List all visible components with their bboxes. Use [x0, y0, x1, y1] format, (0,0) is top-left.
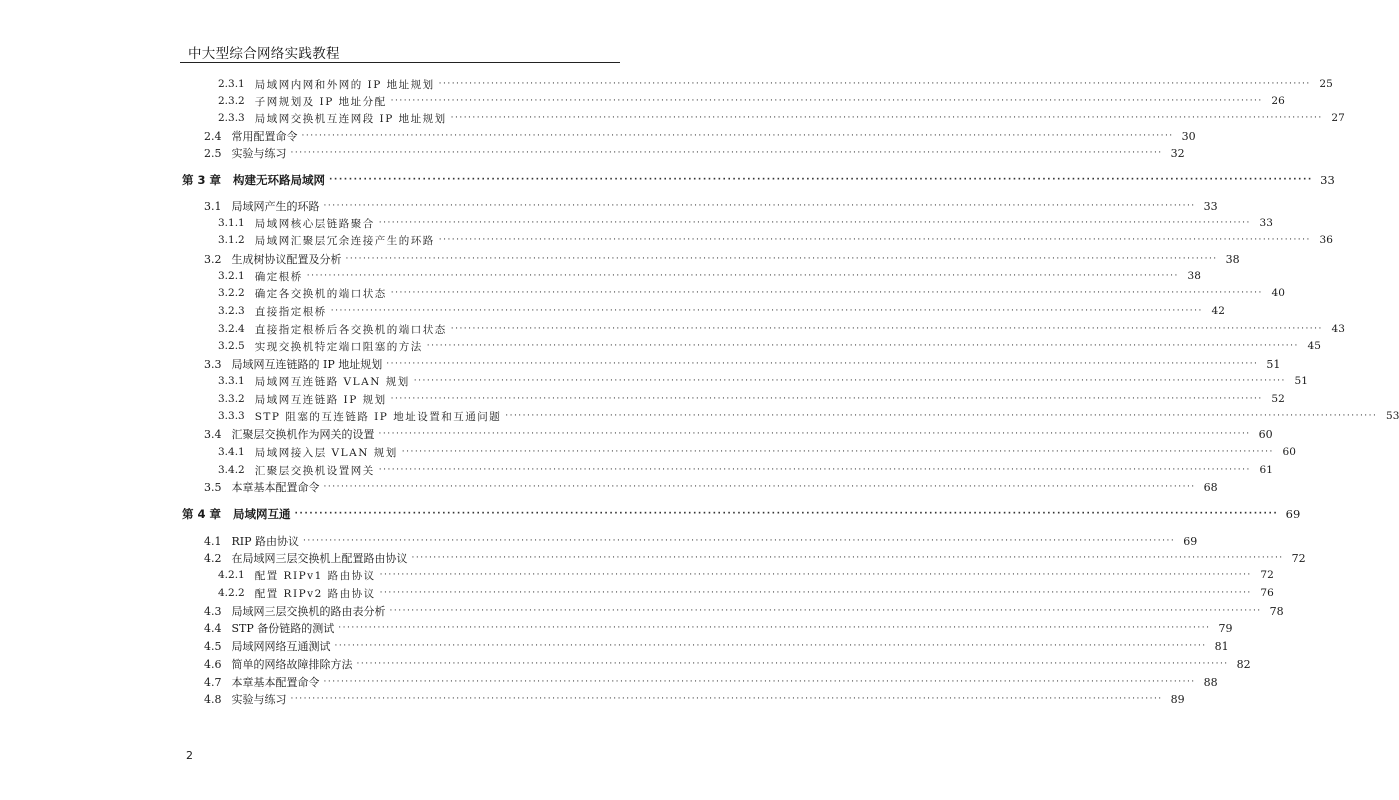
toc-entry[interactable] — [218, 321, 1345, 337]
toc-entry-number: 2.3.3 — [218, 112, 245, 124]
toc-entry-page: 60 — [1258, 427, 1273, 441]
toc-entry-title: 汇聚层交换机作为网关的设置 — [231, 428, 375, 441]
toc-entry-page: 72 — [1260, 569, 1274, 581]
toc-entry[interactable] — [204, 356, 1281, 372]
toc-entry[interactable] — [204, 620, 1233, 636]
toc-entry[interactable] — [218, 110, 1345, 126]
toc-entry-number: 3.4 — [204, 427, 222, 441]
toc-entry-number: 4.3 — [204, 604, 222, 618]
toc-entry-number: 4.2 — [204, 551, 222, 565]
toc-entry-title: 局域网网络互通测试 — [231, 640, 331, 653]
toc-entry-number: 3.1.1 — [218, 217, 245, 229]
toc-entry[interactable] — [204, 426, 1273, 442]
toc-entry-title: STP 备份链路的测试 — [231, 622, 335, 635]
toc-entry[interactable] — [204, 533, 1198, 549]
toc-entry-page: 78 — [1269, 604, 1284, 618]
toc-entry-title: 实验与练习 — [231, 693, 287, 706]
toc-entry-number: 3.3.2 — [218, 393, 245, 405]
dot-leader: ········································································································································································································ — [450, 113, 1323, 123]
dot-leader: ········································································································································································································ — [323, 677, 1196, 687]
dot-leader: ········································································································································································································ — [378, 465, 1251, 475]
toc-entry-title: 本章基本配置命令 — [231, 676, 320, 689]
toc-entry-title: 本章基本配置命令 — [231, 481, 320, 494]
dot-leader: ········································································································································································································ — [378, 429, 1251, 439]
dot-leader: ········································································································································································································ — [401, 447, 1274, 457]
toc-entry-number: 4.4 — [204, 621, 222, 635]
toc-entry[interactable] — [218, 391, 1285, 407]
toc-entry[interactable] — [218, 444, 1296, 460]
toc-entry-number: 2.5 — [204, 146, 222, 160]
toc-entry[interactable] — [218, 585, 1274, 601]
toc-entry-title: 局域网汇聚层冗余连接产生的环路 — [254, 234, 435, 247]
toc-entry-title: 局域网交换机互连网段 IP 地址规划 — [254, 112, 447, 125]
dot-leader: ········································································································································································································ — [301, 131, 1174, 141]
toc-entry-title: 确定各交换机的端口状态 — [254, 287, 387, 300]
toc-entry-page: 88 — [1203, 675, 1218, 689]
toc-entry-page: 40 — [1271, 287, 1285, 299]
toc-entry[interactable] — [218, 303, 1225, 319]
dot-leader: ········································································································································································································ — [323, 482, 1196, 492]
dot-leader: ········································································································································································································ — [505, 411, 1378, 421]
page-number: 2 — [186, 749, 193, 762]
toc-entry-title: 生成树协议配置及分析 — [231, 253, 342, 266]
toc-entry-page: 69 — [1285, 507, 1301, 521]
toc-entry[interactable] — [218, 373, 1308, 389]
toc-entry[interactable] — [204, 479, 1218, 495]
toc-entry[interactable] — [218, 462, 1273, 478]
dot-leader: ········································································································································································································ — [390, 394, 1263, 404]
dot-leader: ········································································································································································································ — [379, 588, 1252, 598]
toc-entry-number: 4.1 — [204, 534, 222, 548]
toc-entry-title: 直接指定根桥后各交换机的端口状态 — [254, 323, 447, 336]
toc-entry-number: 2.3.1 — [218, 78, 245, 90]
dot-leader: ········································································································································································································ — [323, 201, 1196, 211]
toc-entry-page: 45 — [1307, 340, 1321, 352]
toc-entry-page: 79 — [1218, 621, 1233, 635]
dot-leader: ········································································································································································································ — [290, 148, 1163, 158]
toc-entry[interactable] — [218, 567, 1274, 583]
toc-entry[interactable] — [218, 408, 1399, 424]
dot-leader: ········································································································································································································ — [379, 570, 1252, 580]
toc-entry-page: 26 — [1271, 95, 1285, 107]
toc-entry-title: 配置 RIPv1 路由协议 — [254, 569, 376, 582]
toc-entry[interactable] — [204, 251, 1240, 267]
toc-entry[interactable] — [182, 506, 1301, 522]
dot-leader: ········································································································································································································ — [390, 96, 1263, 106]
toc-entry-number: 3.4.2 — [218, 464, 245, 476]
toc-entry[interactable] — [182, 172, 1335, 188]
toc-entry-number: 3.2 — [204, 252, 222, 266]
toc-entry[interactable] — [204, 674, 1218, 690]
toc-entry-number: 4.2.1 — [218, 569, 245, 581]
toc-entry-page: 81 — [1214, 639, 1229, 653]
toc-entry-title: 局域网互通 — [233, 507, 291, 521]
toc-entry-number: 2.3.2 — [218, 95, 245, 107]
dot-leader: ········································································································································································································ — [330, 306, 1203, 316]
dot-leader: ········································································································································································································ — [426, 341, 1299, 351]
toc-entry-page: 51 — [1294, 375, 1308, 387]
dot-leader: ········································································································································································································ — [450, 324, 1323, 334]
toc-entry-number: 3.3.3 — [218, 410, 245, 422]
toc-entry-title: 局域网互连链路的 IP 地址规划 — [231, 358, 383, 371]
toc-entry-page: 53 — [1386, 410, 1399, 422]
toc-entry-number: 第 3 章 — [182, 173, 222, 187]
toc-entry-page: 42 — [1211, 305, 1225, 317]
toc-entry-page: 68 — [1203, 480, 1218, 494]
toc-entry-page: 76 — [1260, 587, 1274, 599]
toc-entry-title: RIP 路由协议 — [231, 535, 300, 548]
toc-entry[interactable] — [204, 638, 1229, 654]
toc-entry-page: 60 — [1282, 446, 1296, 458]
toc-entry[interactable] — [204, 128, 1196, 144]
toc-entry-number: 第 4 章 — [182, 507, 222, 521]
toc-entry[interactable] — [218, 215, 1273, 231]
toc-entry-page: 32 — [1170, 146, 1185, 160]
toc-entry[interactable] — [218, 232, 1333, 248]
toc-entry-title: 在局域网三层交换机上配置路由协议 — [231, 552, 408, 565]
toc-entry-number: 3.1 — [204, 199, 222, 213]
toc-entry-number: 3.2.1 — [218, 270, 245, 282]
toc-entry-title: 局域网产生的环路 — [231, 200, 320, 213]
toc-entry-page: 52 — [1271, 393, 1285, 405]
toc-entry-number: 3.3 — [204, 357, 222, 371]
toc-entry[interactable] — [218, 285, 1285, 301]
toc-entry-page: 69 — [1183, 534, 1198, 548]
toc-entry-number: 2.4 — [204, 129, 222, 143]
toc-entry-number: 4.7 — [204, 675, 222, 689]
toc-entry-page: 30 — [1181, 129, 1196, 143]
toc-entry-number: 4.2.2 — [218, 587, 245, 599]
toc-entry[interactable] — [218, 338, 1321, 354]
toc-entry-title: 实现交换机特定端口阻塞的方法 — [254, 340, 423, 353]
toc-entry-number: 3.3.1 — [218, 375, 245, 387]
toc-entry-number: 3.1.2 — [218, 234, 245, 246]
toc-entry-page: 38 — [1225, 252, 1240, 266]
toc-entry-number: 4.5 — [204, 639, 222, 653]
toc-entry-title: 汇聚层交换机设置网关 — [254, 464, 375, 477]
toc-entry-page: 25 — [1319, 78, 1333, 90]
toc-entry[interactable] — [204, 198, 1218, 214]
toc-entry-page: 36 — [1319, 234, 1333, 246]
toc-entry-page: 82 — [1236, 657, 1251, 671]
toc-entry-page: 33 — [1320, 173, 1335, 187]
toc-entry-page: 89 — [1170, 692, 1185, 706]
dot-leader: ········································································································································································································ — [338, 623, 1211, 633]
toc-entry-title: 直接指定根桥 — [254, 305, 327, 318]
dot-leader: ········································································································································································································ — [390, 288, 1263, 298]
toc-entry[interactable] — [218, 93, 1285, 109]
toc-entry-page: 72 — [1291, 551, 1306, 565]
dot-leader: ········································································································································································································ — [294, 509, 1279, 519]
toc-entry-title: 实验与练习 — [231, 147, 287, 160]
dot-leader: ········································································································································································································ — [290, 694, 1163, 704]
toc-entry-title: 局域网接入层 VLAN 规划 — [254, 446, 398, 459]
toc-entry-title: 局域网互连链路 VLAN 规划 — [254, 375, 410, 388]
dot-leader: ········································································································································································································ — [329, 175, 1313, 185]
toc-entry[interactable] — [204, 603, 1284, 619]
toc-entry-number: 3.4.1 — [218, 446, 245, 458]
toc-entry-number: 3.2.2 — [218, 287, 245, 299]
toc-entry-page: 33 — [1203, 199, 1218, 213]
toc-entry-page: 38 — [1187, 270, 1201, 282]
toc-entry-title: 确定根桥 — [254, 270, 303, 283]
toc-entry[interactable] — [204, 656, 1251, 672]
toc-entry-title: 构建无环路局域网 — [233, 173, 326, 187]
toc-entry-title: 局域网内网和外网的 IP 地址规划 — [254, 78, 435, 91]
dot-leader: ········································································································································································································ — [334, 641, 1207, 651]
toc-entry-page: 51 — [1266, 357, 1281, 371]
toc-entry-page: 27 — [1331, 112, 1345, 124]
toc-entry-number: 3.5 — [204, 480, 222, 494]
toc-entry-number: 3.2.5 — [218, 340, 245, 352]
toc-entry-title: 局域网核心层链路聚合 — [254, 217, 375, 230]
toc-entry[interactable] — [218, 76, 1333, 92]
dot-leader: ········································································································································································································ — [378, 218, 1251, 228]
dot-leader: ········································································································································································································ — [306, 271, 1179, 281]
toc-entry-title: 简单的网络故障排除方法 — [231, 658, 353, 671]
toc-entry-page: 43 — [1331, 323, 1345, 335]
toc-entry-number: 3.2.3 — [218, 305, 245, 317]
dot-leader: ········································································································································································································ — [386, 359, 1259, 369]
toc-entry-title: 局域网互连链路 IP 规划 — [254, 393, 387, 406]
dot-leader: ········································································································································································································ — [438, 235, 1311, 245]
toc-entry-number: 4.8 — [204, 692, 222, 706]
toc-entry[interactable] — [204, 550, 1306, 566]
toc-entry-number: 4.6 — [204, 657, 222, 671]
book-title: 中大型综合网络实践教程 — [188, 46, 340, 62]
dot-leader: ········································································································································································································ — [356, 659, 1229, 669]
dot-leader: ········································································································································································································ — [411, 553, 1284, 563]
toc-entry-title: 子网规划及 IP 地址分配 — [254, 95, 387, 108]
toc-entry-page: 33 — [1259, 217, 1273, 229]
dot-leader: ········································································································································································································ — [413, 376, 1286, 386]
toc-entry-title: 配置 RIPv2 路由协议 — [254, 587, 376, 600]
toc-entry[interactable] — [218, 268, 1201, 284]
dot-leader: ········································································································································································································ — [389, 606, 1262, 616]
dot-leader: ········································································································································································································ — [438, 79, 1311, 89]
dot-leader: ········································································································································································································ — [345, 254, 1218, 264]
toc-entry-number: 3.2.4 — [218, 323, 245, 335]
toc-entry[interactable] — [204, 691, 1185, 707]
toc-entry-title: 局域网三层交换机的路由表分析 — [231, 605, 386, 618]
toc-entry-title: STP 阻塞的互连链路 IP 地址设置和互通问题 — [254, 410, 502, 423]
toc-entry[interactable] — [204, 145, 1185, 161]
toc-entry-page: 61 — [1259, 464, 1273, 476]
toc-entry-title: 常用配置命令 — [231, 130, 298, 143]
dot-leader: ········································································································································································································ — [303, 536, 1176, 546]
